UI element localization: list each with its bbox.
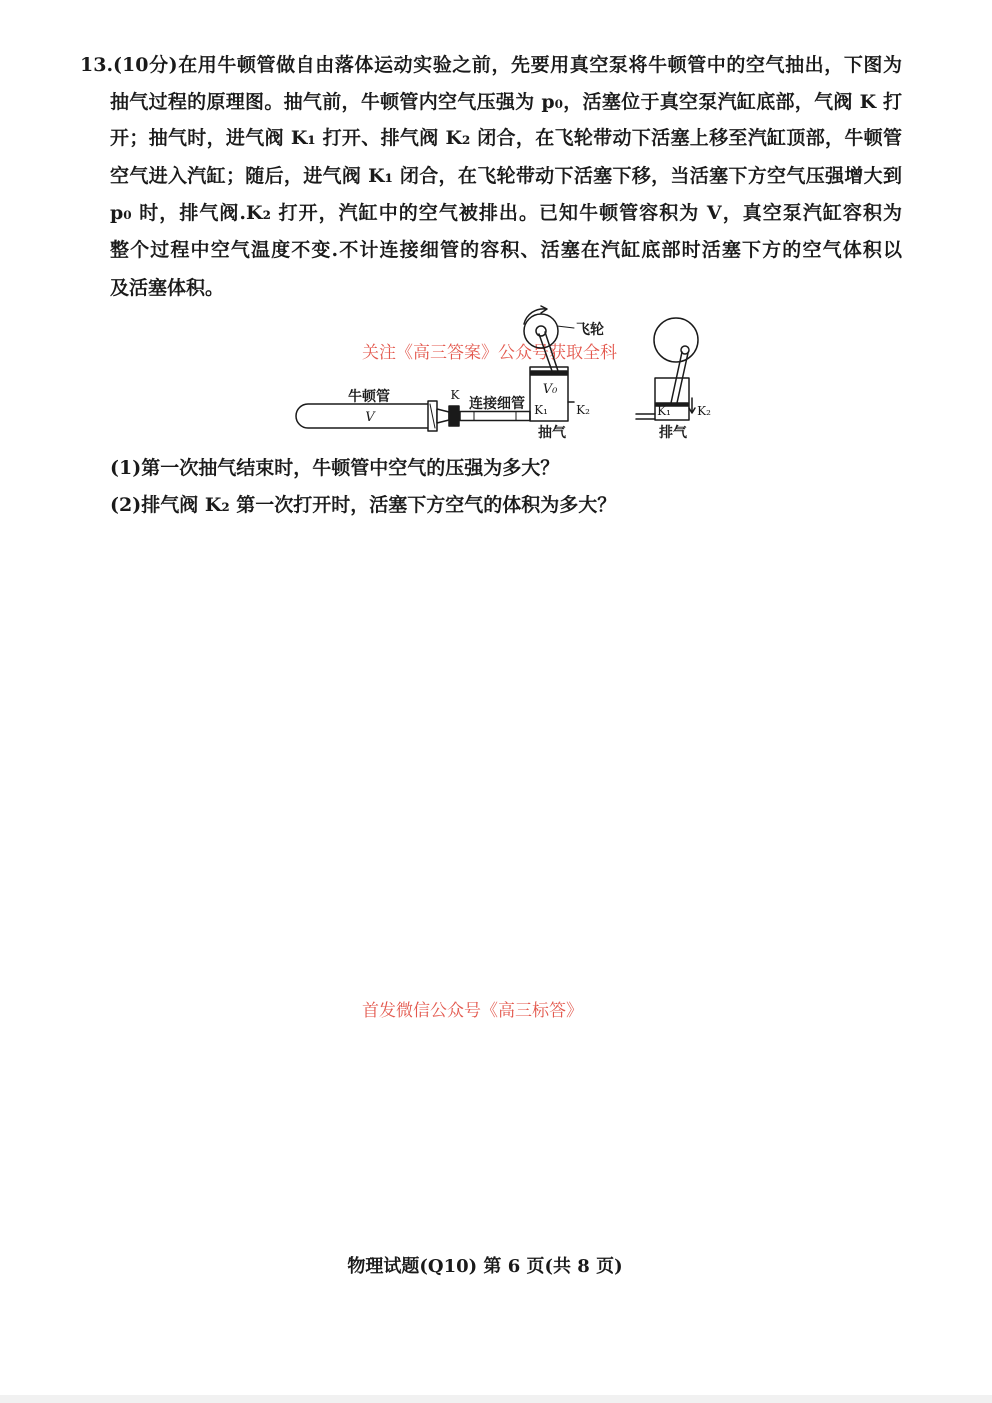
exhaust-k2-label: K₂ xyxy=(697,404,711,418)
connecting-tube-label: 连接细管 xyxy=(469,396,525,412)
exhaust-k1-label: K₁ xyxy=(657,404,671,418)
page-footer: 物理试题(Q10) 第 6 页(共 8 页) xyxy=(347,1256,623,1277)
vacuum-pump-diagram xyxy=(280,300,720,450)
intake-k2-label: K₂ xyxy=(576,403,590,417)
question-line-7: 及活塞体积。 xyxy=(110,277,225,299)
watermark-top: 关注《高三答案》公众号获取全科 xyxy=(362,343,617,363)
intake-piston xyxy=(531,371,567,375)
tube-neck xyxy=(437,409,449,423)
intake-k1-label: K₁ xyxy=(534,403,548,417)
page-edge xyxy=(0,1395,992,1403)
cylinder-volume-label: V₀ xyxy=(542,382,558,397)
question-line-2: 抽气过程的原理图。抽气前，牛顿管内空气压强为 p₀，活塞位于真空泵汽缸底部，气阀 K 打 xyxy=(110,91,902,113)
question-line-1: 13.(10分)在用牛顿管做自由落体运动实验之前，先要用真空泵将牛顿管中的空气抽出，下图为 xyxy=(80,54,902,76)
intake-piston-rod-a xyxy=(539,334,552,371)
valve-k xyxy=(449,406,459,426)
newton-tube-volume-label: V xyxy=(365,410,375,425)
sub-question-2: (2)排气阀 K₂ 第一次打开时，活塞下方空气的体积为多大？ xyxy=(110,494,617,516)
newton-tube-label: 牛顿管 xyxy=(348,389,390,405)
newton-tube xyxy=(296,404,428,428)
flywheel-leader xyxy=(557,326,574,328)
connecting-tube xyxy=(460,412,530,421)
question-line-3: 开；抽气时，进气阀 K₁ 打开、排气阀 K₂ 闭合，在飞轮带动下活塞上移至汽缸顶部，牛顿管 xyxy=(110,127,902,149)
intake-flywheel-hub xyxy=(536,326,546,336)
watermark-bottom: 首发微信公众号《高三标答》 xyxy=(362,1001,583,1021)
intake-flywheel xyxy=(524,314,558,348)
intake-caption: 抽气 xyxy=(538,425,566,441)
flywheel-label: 飞轮 xyxy=(576,322,604,338)
question-line-6: 整个过程中空气温度不变.不计连接细管的容积、活塞在汽缸底部时活塞下方的空气体积以 xyxy=(110,239,902,261)
question-line-5: p₀ 时，排气阀.K₂ 打开，汽缸中的空气被排出。已知牛顿管容积为 V，真空泵汽缸容积为 xyxy=(110,202,902,224)
question-line-4: 空气进入汽缸；随后，进气阀 K₁ 闭合，在飞轮带动下活塞下移，当活塞下方空气压强增大到 xyxy=(110,165,902,187)
exhaust-flywheel xyxy=(654,318,698,362)
valve-k-label: K xyxy=(450,388,460,402)
exhaust-caption: 排气 xyxy=(659,425,687,441)
sub-question-1: (1)第一次抽气结束时，牛顿管中空气的压强为多大？ xyxy=(110,457,560,479)
